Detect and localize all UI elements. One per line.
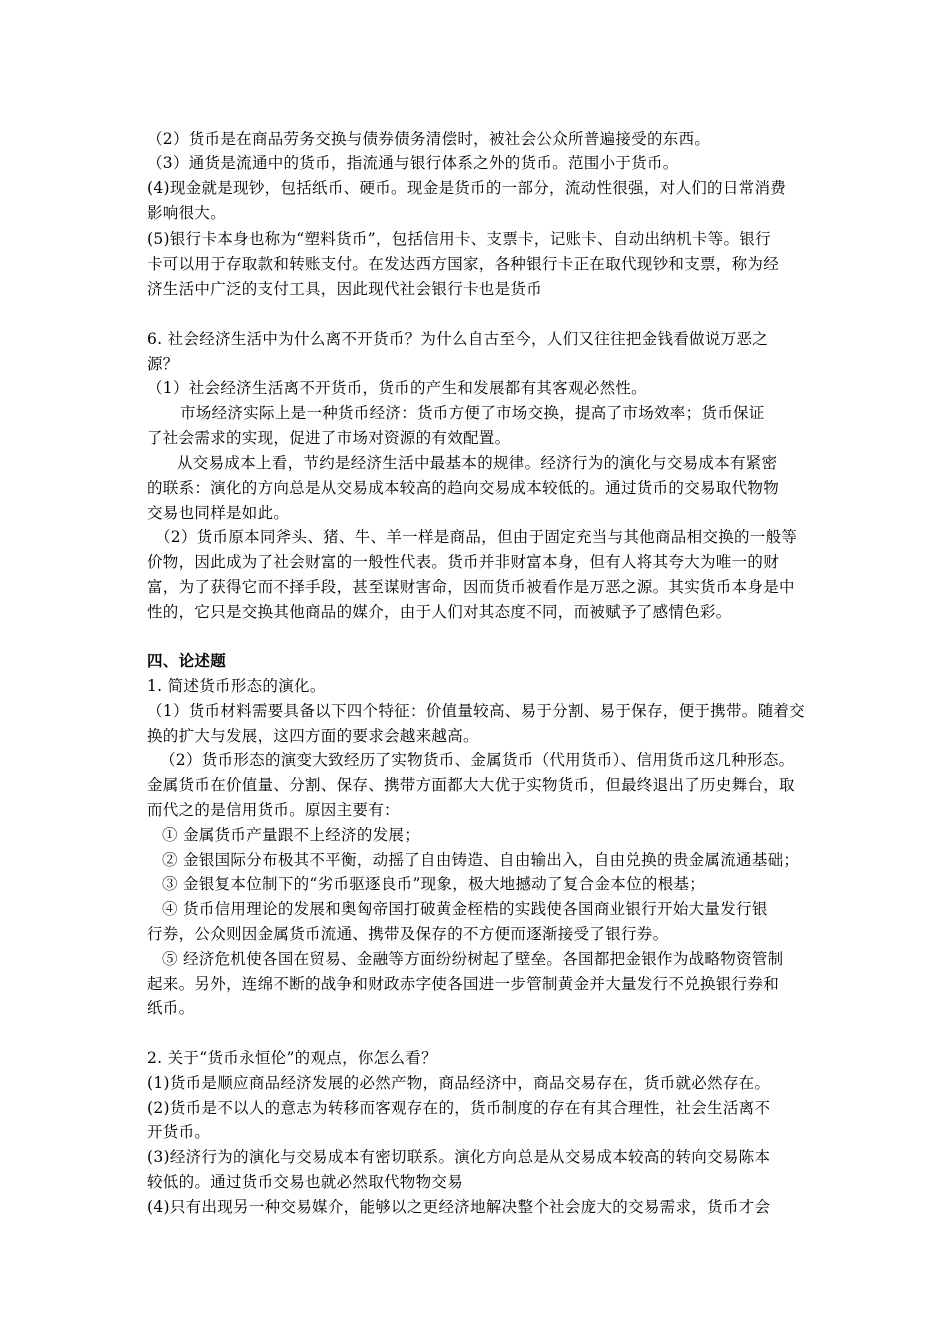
text-line: （1）社会经济生活离不开货币，货币的产生和发展都有其客观必然性。: [147, 379, 647, 397]
text-line: 性的，它只是交换其他商品的媒介，由于人们对其态度不同，而被赋予了感情色彩。: [147, 603, 732, 621]
text-line: 起来。另外，连绵不断的战争和财政赤字使各国进一步管制黄金并大量发行不兑换银行券和: [147, 975, 780, 993]
text-line: 纸币。: [147, 999, 195, 1017]
question-title: 1. 简述货币形态的演化。: [147, 677, 326, 695]
text-line: (1)货币是顺应商品经济发展的必然产物，商品经济中，商品交易存在，货币就必然存在。: [147, 1074, 771, 1092]
text-line: 富，为了获得它而不择手段，甚至谋财害命，因而货币被看作是万恶之源。其实货币本身是中: [147, 578, 795, 596]
question-title: 2. 关于“货币永恒伦”的观点，你怎么看？: [147, 1049, 437, 1067]
text-line: （3）通货是流通中的货币，指流通与银行体系之外的货币。范围小于货币。: [147, 154, 679, 172]
text-line: 较低的。通过货币交易也就必然取代物物交易: [147, 1173, 464, 1191]
section-heading: 四、论述题: [147, 651, 227, 670]
text-line: 换的扩大与发展，这四方面的要求会越来越高。: [147, 727, 479, 745]
question-title: 6. 社会经济生活中为什么离不开货币？为什么自古至今，人们又往往把金钱看做说万恶之: [147, 330, 769, 348]
text-line: 了社会需求的实现，促进了市场对资源的有效配置。: [147, 429, 511, 447]
text-line: 卡可以用于存取款和转账支付。在发达西方国家，各种银行卡正在取代现钞和支票，称为经: [147, 255, 780, 273]
text-line: 价物，因此成为了社会财富的一般性代表。货币并非财富本身，但有人将其夸大为唯一的财: [147, 553, 780, 571]
text-line: （2）货币形态的演变大致经历了实物货币、金属货币（代用货币）、信用货币这几种形态。: [160, 751, 795, 769]
list-item: ③ 金银复本位制下的“劣币驱逐良币”现象，极大地撼动了复合金本位的根基；: [162, 875, 706, 893]
text-line: (2)货币是不以人的意志为转移而客观存在的，货币制度的存在有其合理性，社会生活离不: [147, 1099, 771, 1117]
question-title: 源？: [147, 355, 179, 373]
text-line: 市场经济实际上是一种货币经济：货币方便了市场交换，提高了市场效率；货币保证: [180, 404, 765, 422]
text-line: (5)银行卡本身也称为“塑料货币”，包括信用卡、支票卡，记账卡、自动出纳机卡等。银行: [147, 230, 771, 248]
text-line: 金属货币在价值量、分割、保存、携带方面都大大优于实物货币，但最终退出了历史舞台，取: [147, 776, 795, 794]
text-line: 从交易成本上看，节约是经济生活中最基本的规律。经济行为的演化与交易成本有紧密: [177, 454, 778, 472]
text-line: 交易也同样是如此。: [147, 504, 290, 522]
list-item: ④ 货币信用理论的发展和奥匈帝国打破黄金桎梏的实践使各国商业银行开始大量发行银: [162, 900, 768, 918]
text-line: 影响很大。: [147, 204, 227, 222]
text-line: 的联系：演化的方向总是从交易成本较高的趋向交易成本较低的。通过货币的交易取代物物: [147, 479, 780, 497]
text-line: （2）货币是在商品劳务交换与债券债务清偿时，被社会公众所普遍接受的东西。: [147, 130, 711, 148]
list-item: ① 金属货币产量跟不上经济的发展；: [162, 826, 421, 844]
text-line: 开货币。: [147, 1123, 211, 1141]
list-item: ⑤ 经济危机使各国在贸易、金融等方面纷纷树起了壁垒。各国都把金银作为战略物资管制: [162, 950, 784, 968]
text-line: (4)只有出现另一种交易媒介，能够以之更经济地解决整个社会庞大的交易需求，货币才会: [147, 1198, 771, 1216]
text-line: (4)现金就是现钞，包括纸币、硬币。现金是货币的一部分，流动性很强，对人们的日常消费: [147, 179, 787, 197]
text-line: (3)经济行为的演化与交易成本有密切联系。演化方向总是从交易成本较高的转向交易陈本: [147, 1148, 771, 1166]
text-line: 济生活中广泛的支付工具，因此现代社会银行卡也是货币: [147, 280, 543, 298]
text-line: 行券，公众则因金属货币流通、携带及保存的不方便而逐渐接受了银行券。: [147, 925, 669, 943]
text-line: 而代之的是信用货币。原因主要有：: [147, 801, 400, 819]
text-line: （2）货币原本同斧头、猪、牛、羊一样是商品，但由于固定充当与其他商品相交换的一般等: [155, 528, 798, 546]
text-line: （1）货币材料需要具备以下四个特征：价值量较高、易于分割、易于保存，便于携带。随着交: [147, 702, 805, 720]
list-item: ② 金银国际分布极其不平衡，动摇了自由铸造、自由输出入，自由兑换的贵金属流通基础；: [162, 851, 800, 869]
